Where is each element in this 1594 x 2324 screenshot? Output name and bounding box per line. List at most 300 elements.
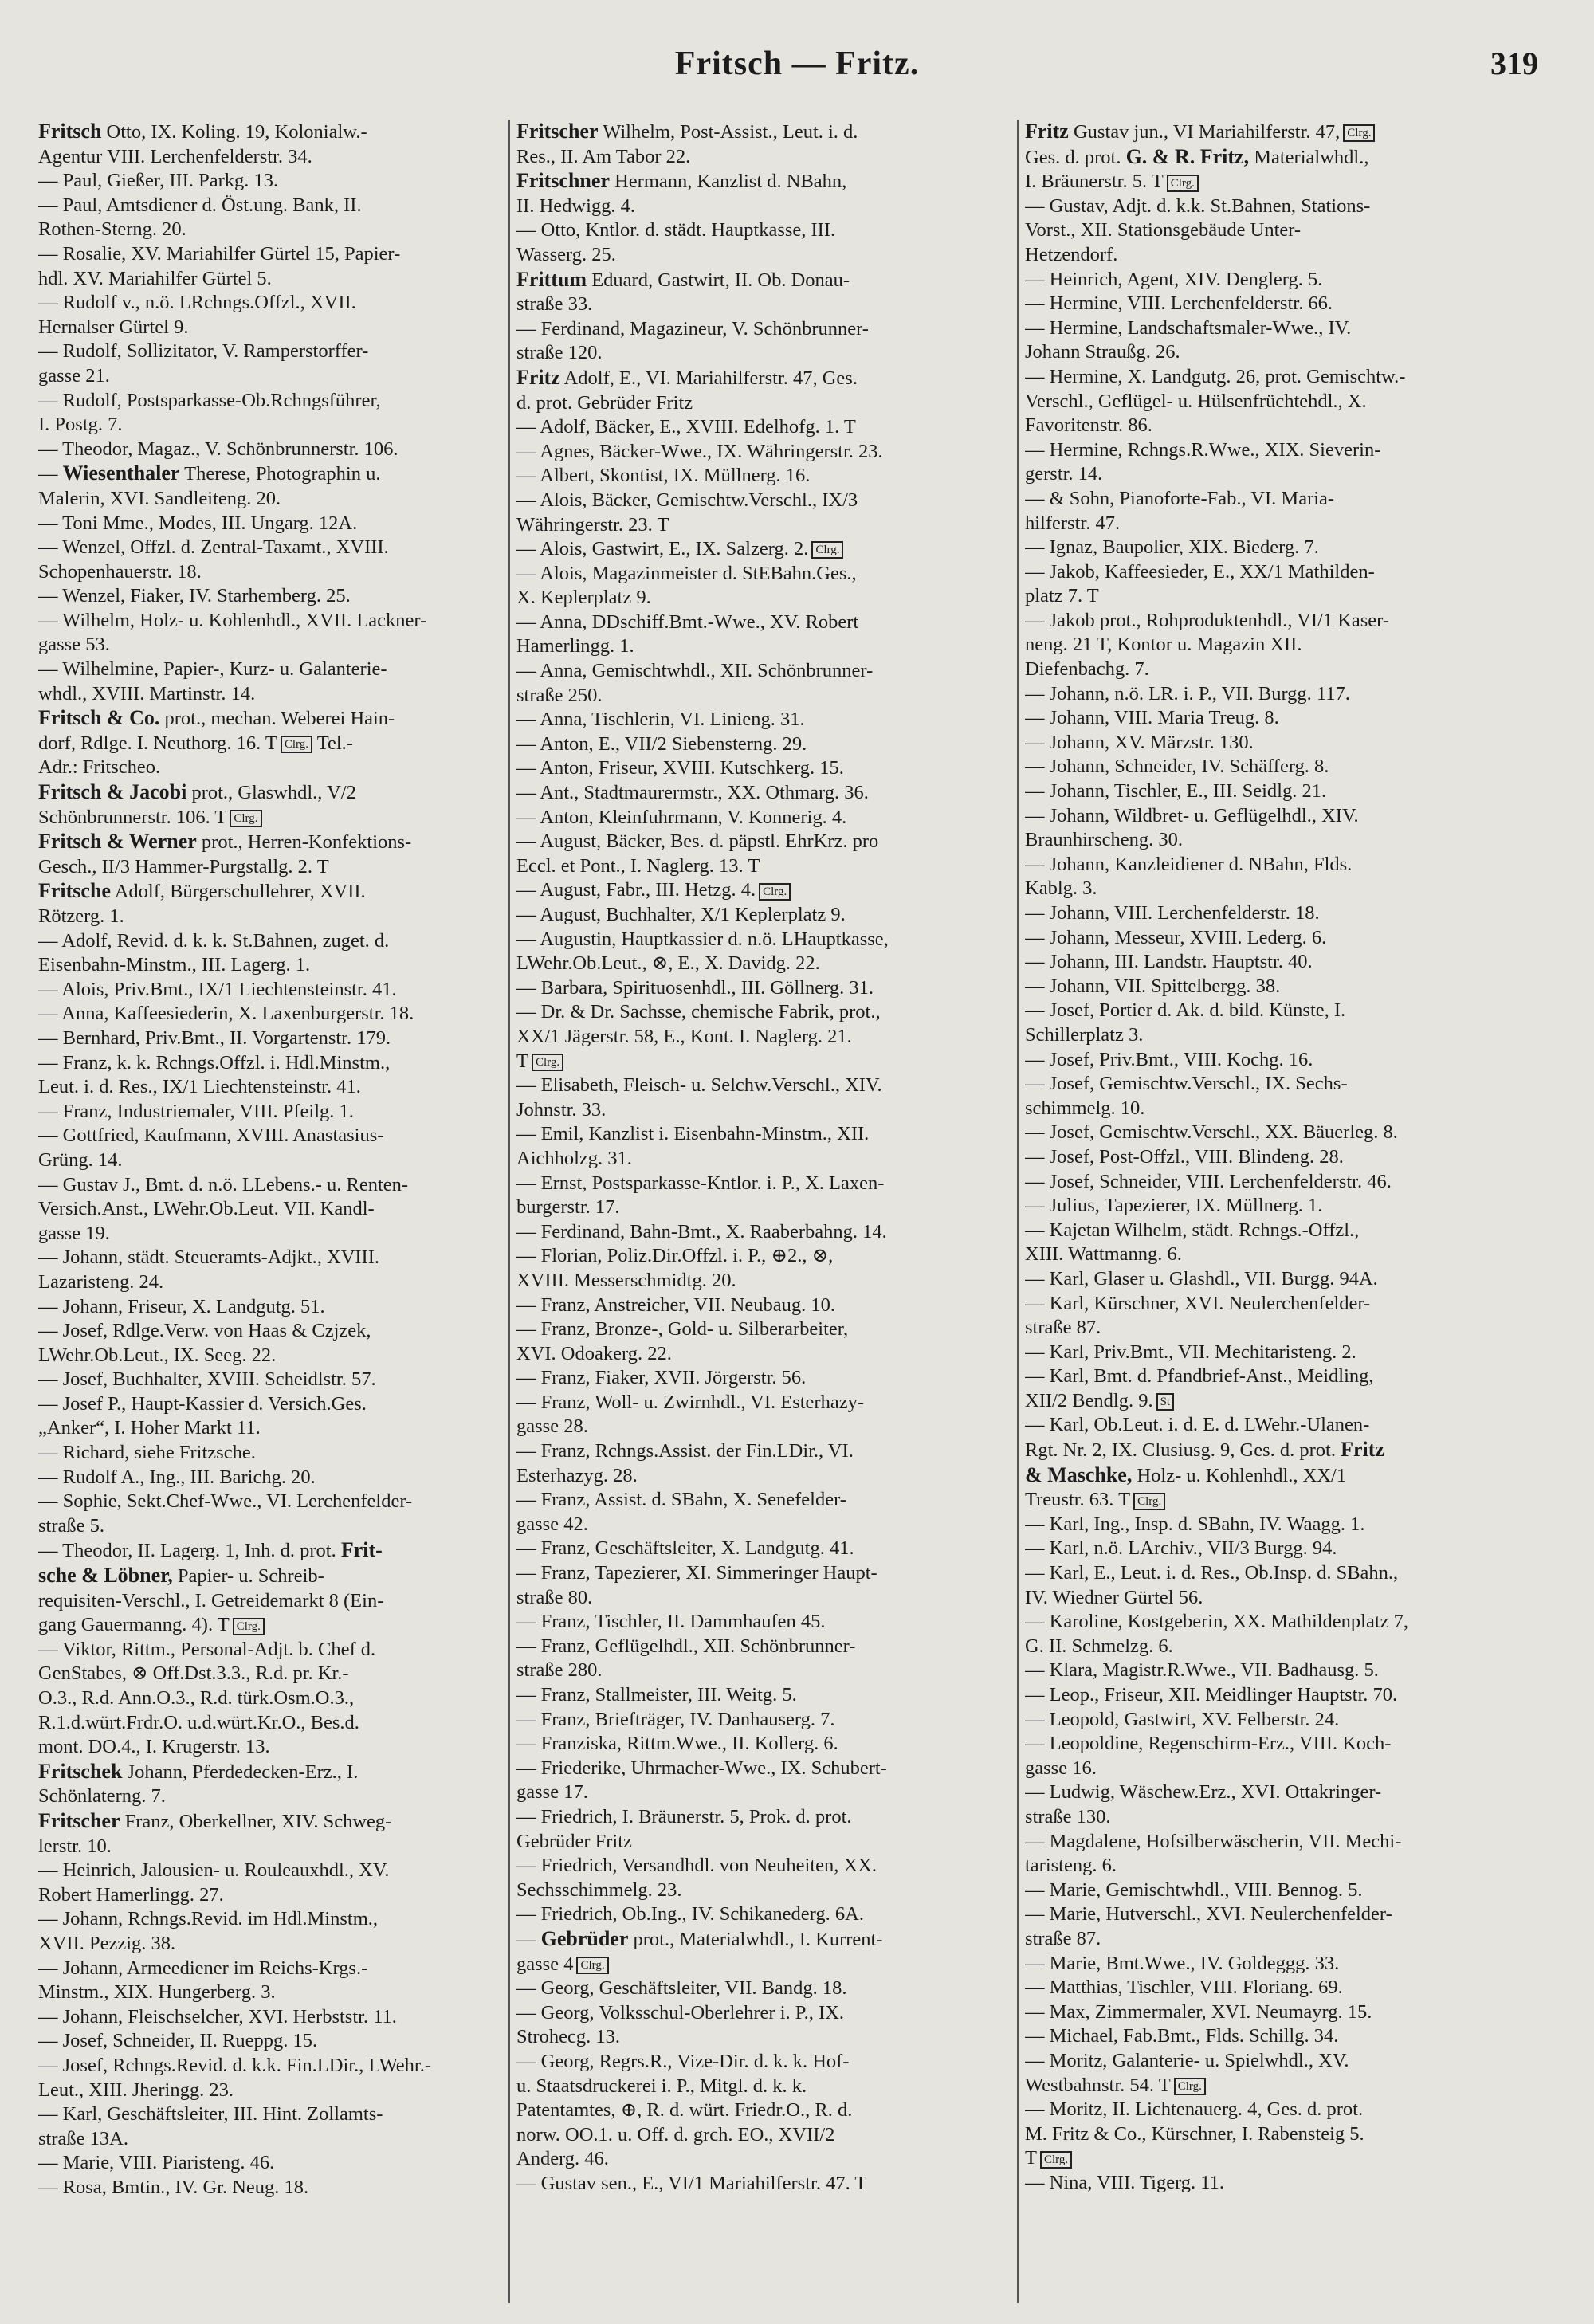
entry-text: — Rudolf, Sollizitator, V. Ramperstorffer-: [38, 340, 369, 363]
entry-text: — Marie, VIII. Piaristeng. 46.: [38, 2152, 275, 2174]
entry-text: — Georg, Regrs.R., Vize-Dir. d. k. k. Hof-: [516, 2050, 850, 2072]
entry-text: — Johann, Kanzleidiener d. NBahn, Flds.: [1025, 853, 1353, 875]
entry-text: Diefenbachg. 7.: [1025, 658, 1149, 681]
entry-text: — Karl, Priv.Bmt., VII. Mechitaristeng. 2.: [1025, 1341, 1356, 1363]
entry-text: Schönbrunnerstr. 106. T: [38, 806, 227, 828]
entry-text: Holz- u. Kohlenhdl., XX/1: [1132, 1464, 1347, 1486]
entry-text: prot., Herren-Konfektions-: [196, 831, 412, 854]
directory-entry-line: [516, 854, 1011, 879]
entry-text: — Viktor, Rittm., Personal-Adjt. b. Chef d.: [38, 1638, 376, 1660]
entry-text: Rötzerg. 1.: [38, 905, 124, 927]
entry-text: I. Bräunerstr. 5. T: [1025, 171, 1164, 193]
directory-entry-line: [516, 928, 1011, 952]
directory-entry-line: [38, 1197, 505, 1222]
entry-text: — Friedrich, I. Bräunerstr. 5, Prok. d. prot.: [516, 1805, 852, 1827]
directory-entry-line: [38, 756, 505, 780]
directory-entry-line: [38, 2127, 505, 2152]
entry-text: — Josef, Gemischtw.Verschl., IX. Sechs-: [1025, 1073, 1348, 1095]
directory-entry-line: [1025, 1438, 1567, 1463]
entry-text: — Jakob prot., Rohproduktenhdl., VI/1 Kaser-: [1025, 609, 1390, 631]
entry-text: — Theodor, Magaz., V. Schönbrunnerstr. 106.: [38, 438, 398, 460]
directory-entry-line: [1025, 1757, 1567, 1781]
directory-entry-line: [38, 929, 505, 954]
directory-entry-line: [516, 1635, 1011, 1659]
directory-entry-line: [38, 1589, 505, 1614]
entry-text: — Wenzel, Offzl. d. Zentral-Taxamt., XVIII.: [38, 536, 389, 559]
directory-entry-line: [516, 1122, 1011, 1147]
directory-entry-line: [1025, 2098, 1567, 2122]
entry-text: — Paul, Amtsdiener d. Öst.ung. Bank, II.: [38, 194, 362, 216]
directory-entry-line: [38, 855, 505, 880]
directory-entry-line: [1025, 218, 1567, 243]
directory-entry-line: [38, 1883, 505, 1908]
directory-entry-line: [1025, 438, 1567, 463]
entry-text: XX/1 Jägerstr. 58, E., Kont. I. Naglerg. 21.: [516, 1025, 852, 1047]
directory-entry-line: [38, 1784, 505, 1809]
entry-text: gasse 42.: [516, 1513, 588, 1535]
entry-text: straße 87.: [1025, 1317, 1101, 1339]
entry-text: — Max, Zimmermaler, XVI. Neumayrg. 15.: [1025, 2000, 1372, 2023]
entry-text: — Leopold, Gastwirt, XV. Felberstr. 24.: [1025, 1708, 1340, 1730]
page-header: [0, 45, 1594, 92]
entry-text: — Agnes, Bäcker-Wwe., IX. Währingerstr. 23.: [516, 440, 883, 462]
directory-entry-line: [38, 1466, 505, 1490]
clearing-badge: Clrg.: [1174, 2078, 1206, 2095]
entry-text: — Barbara, Spirituosenhdl., III. Göllnerg. 31.: [516, 976, 874, 999]
directory-entry-line: [516, 806, 1011, 830]
entry-text: Wilhelm, Post-Assist., Leut. i. d.: [598, 121, 858, 143]
entry-text: gasse 28.: [516, 1415, 588, 1438]
entry-text: — Marie, Hutverschl., XVI. Neulerchenfelder-: [1025, 1903, 1392, 1926]
directory-entry-line: [38, 1270, 505, 1295]
directory-entry-line: [516, 145, 1011, 170]
directory-entry-line: [38, 1441, 505, 1466]
directory-entry-line: [1025, 1145, 1567, 1170]
directory-entry-line: [1025, 682, 1567, 707]
directory-column-1: [38, 120, 505, 2200]
directory-entry-line: [38, 487, 505, 512]
directory-entry-line: [38, 438, 505, 462]
entry-text: d. prot. Gebrüder Fritz: [516, 391, 693, 414]
directory-entry-line: [516, 1025, 1011, 1050]
entry-text: — Augustin, Hauptkassier d. n.ö. LHauptkasse,: [516, 928, 889, 950]
directory-entry-line: [516, 659, 1011, 684]
entry-text: — Wilhelmine, Papier-, Kurz- u. Galanterie-: [38, 658, 387, 681]
clearing-badge: Clrg.: [1343, 124, 1375, 142]
entry-text: LWehr.Ob.Leut., ⊗, E., X. Davidg. 22.: [516, 952, 820, 975]
directory-entry-line: [38, 1835, 505, 1859]
entry-text: — Richard, siehe Fritzsche.: [38, 1442, 256, 1464]
directory-entry-line: [38, 2151, 505, 2176]
directory-entry-line: [1025, 1878, 1567, 1903]
entry-text: gasse 19.: [38, 1222, 110, 1244]
directory-entry-line: [38, 1907, 505, 1932]
entry-text: — Johann, Armeediener im Reichs-Krgs.-: [38, 1957, 368, 1979]
directory-entry-line: [516, 366, 1011, 391]
directory-entry-line: [38, 1957, 505, 1981]
entry-text: — Otto, Kntlor. d. städt. Hauptkasse, III.: [516, 219, 836, 241]
directory-entry-line: [516, 537, 1011, 562]
entry-text: — Karl, Kürschner, XVI. Neulerchenfelder-: [1025, 1292, 1371, 1314]
entry-text: — Elisabeth, Fleisch- u. Selchw.Verschl., XIV.: [516, 1074, 882, 1097]
entry-text: — Anton, Kleinfuhrmann, V. Konnerig. 4.: [516, 806, 847, 828]
clearing-badge: Clrg.: [233, 1618, 265, 1635]
directory-entry-line: [516, 440, 1011, 465]
entry-text: Adolf, Bürgerschullehrer, XVII.: [110, 881, 366, 903]
entry-surname-heading: Fritsch & Jacobi: [38, 780, 187, 804]
directory-entry-line: [516, 1269, 1011, 1294]
entry-text: prot., Glaswhdl., V/2: [186, 782, 356, 804]
directory-entry-line: [38, 560, 505, 585]
entry-text: Kablg. 3.: [1025, 877, 1097, 900]
entry-text: — Josef, Priv.Bmt., VIII. Kochg. 16.: [1025, 1048, 1313, 1070]
clearing-badge: Clrg.: [532, 1054, 563, 1071]
clearing-badge: Clrg.: [230, 810, 261, 827]
entry-text: Braunhirscheng. 30.: [1025, 829, 1183, 851]
entry-text: — Franz, k. k. Rchngs.Offzl. i. Hdl.Minstm.,: [38, 1051, 391, 1074]
entry-text: Lazaristeng. 24.: [38, 1270, 164, 1293]
directory-entry-line: [516, 341, 1011, 366]
entry-text: — Franz, Fiaker, XVII. Jörgerstr. 56.: [516, 1367, 807, 1389]
directory-entry-line: [516, 976, 1011, 1001]
entry-text: Anderg. 46.: [516, 2148, 609, 2170]
directory-entry-line: [516, 1244, 1011, 1269]
entry-text: Hetzendorf.: [1025, 243, 1118, 265]
directory-entry-line: [516, 268, 1011, 293]
entry-text: — Franz, Bronze-, Gold- u. Silberarbeiter,: [516, 1318, 849, 1341]
directory-entry-line: [516, 1172, 1011, 1196]
directory-entry-line: [38, 584, 505, 609]
directory-entry-line: [1025, 1561, 1567, 1586]
entry-text: gasse 17.: [516, 1781, 588, 1804]
directory-entry-line: [1025, 2000, 1567, 2025]
entry-text: — Ludwig, Wäschew.Erz., XVI. Ottakringer-: [1025, 1781, 1382, 1804]
entry-text: — Franziska, Rittm.Wwe., II. Kollerg. 6.: [516, 1733, 838, 1755]
directory-entry-line: [38, 2102, 505, 2127]
entry-text: Schillerplatz 3.: [1025, 1023, 1144, 1046]
directory-column-2: [516, 120, 1011, 2196]
entry-text: — Leop., Friseur, XII. Meidlinger Hauptstr. 70.: [1025, 1684, 1398, 1706]
directory-entry-line: [1025, 1170, 1567, 1195]
directory-entry-line: [38, 1514, 505, 1539]
entry-text: — Alois, Magazinmeister d. StEBahn.Ges.,: [516, 562, 857, 584]
directory-entry-line: [1025, 950, 1567, 975]
directory-entry-line: [38, 1002, 505, 1027]
directory-entry-line: [516, 243, 1011, 268]
directory-entry-line: [516, 169, 1011, 194]
entry-text: — Georg, Volksschul-Oberlehrer i. P., IX.: [516, 2001, 845, 2024]
entry-text: schimmelg. 10.: [1025, 1097, 1145, 1119]
directory-entry-line: [1025, 731, 1567, 756]
entry-text: — Johann, Rchngs.Revid. im Hdl.Minstm.,: [38, 1908, 379, 1930]
directory-entry-line: [1025, 609, 1567, 634]
entry-text: taristeng. 6.: [1025, 1855, 1117, 1877]
entry-surname-heading: sche & Löbner,: [38, 1564, 173, 1588]
entry-text: — Karl, Bmt. d. Pfandbrief-Anst., Meidling,: [1025, 1365, 1374, 1388]
entry-text: Westbahnstr. 54. T: [1025, 2074, 1171, 2096]
entry-text: Ges. d. prot.: [1025, 146, 1126, 168]
directory-entry-line: [516, 634, 1011, 659]
entry-text: — Rudolf A., Ing., III. Barichg. 20.: [38, 1466, 316, 1488]
entry-text: — Friedrich, Versandhdl. von Neuheiten, XX.: [516, 1855, 877, 1877]
directory-entry-line: [1025, 2171, 1567, 2196]
directory-entry-line: [38, 1490, 505, 1514]
directory-entry-line: [516, 120, 1011, 145]
directory-entry-line: [1025, 2024, 1567, 2049]
directory-entry-line: [38, 413, 505, 438]
directory-entry-line: [516, 1805, 1011, 1830]
entry-text: — Franz, Stallmeister, III. Weitg. 5.: [516, 1684, 797, 1706]
entry-text: — Adolf, Revid. d. k. k. St.Bahnen, zuget. d.: [38, 929, 390, 952]
directory-entry-line: [516, 292, 1011, 317]
entry-text: Gesch., II/3 Hammer-Purgstallg. 2. T: [38, 855, 329, 877]
entry-text: burgerstr. 17.: [516, 1196, 620, 1219]
directory-entry-line: [1025, 828, 1567, 853]
directory-entry-line: [516, 732, 1011, 757]
entry-text: Gebrüder Fritz: [516, 1830, 632, 1852]
entry-text: — Bernhard, Priv.Bmt., II. Vorgartenstr. 179.: [38, 1027, 391, 1049]
entry-text: — Alois, Gastwirt, E., IX. Salzerg. 2.: [516, 538, 809, 560]
entry-text: — Franz, Assist. d. SBahn, X. Senefelder-: [516, 1489, 846, 1511]
directory-entry-line: [1025, 1708, 1567, 1733]
directory-entry-line: [38, 1173, 505, 1198]
entry-text: — Ant., Stadtmaurermstr., XX. Othmarg. 36.: [516, 782, 869, 804]
entry-text: — Johann, Schneider, IV. Schäfferg. 8.: [1025, 756, 1329, 778]
entry-text: — Gustav sen., E., VI/1 Mariahilferstr. 47. T: [516, 2172, 867, 2194]
entry-text: — Wilhelm, Holz- u. Kohlenhdl., XVII. Lackner-: [38, 609, 427, 631]
directory-entry-line: [516, 464, 1011, 489]
directory-entry-line: [38, 1416, 505, 1441]
entry-text: Agentur VIII. Lerchenfelderstr. 34.: [38, 145, 312, 167]
entry-firm-name: Gebrüder: [540, 1926, 629, 1950]
directory-entry-line: [1025, 853, 1567, 877]
entry-text: gasse 4: [516, 1953, 574, 1975]
entry-text: — Karl, E., Leut. i. d. Res., Ob.Insp. d. SBahn.,: [1025, 1562, 1399, 1584]
directory-entry-line: [516, 2098, 1011, 2123]
entry-text: II. Hedwigg. 4.: [516, 194, 636, 217]
entry-text: — Klara, Magistr.R.Wwe., VII. Badhausg. 5.: [1025, 1659, 1379, 1682]
entry-text: Johnstr. 33.: [516, 1098, 607, 1121]
directory-entry-line: [1025, 901, 1567, 926]
directory-entry-line: [38, 1859, 505, 1883]
entry-text: — Hermine, Rchngs.R.Wwe., XIX. Sieverin-: [1025, 438, 1381, 461]
directory-entry-line: [38, 978, 505, 1003]
directory-entry-line: [38, 1638, 505, 1663]
directory-entry-line: [1025, 1219, 1567, 1243]
directory-entry-line: [516, 1977, 1011, 2001]
entry-firm-name: Fritz: [1341, 1438, 1384, 1462]
directory-entry-line: [38, 1662, 505, 1686]
directory-entry-line: [516, 1366, 1011, 1391]
directory-entry-line: [38, 1981, 505, 2005]
directory-entry-line: [516, 218, 1011, 243]
entry-text: — Emil, Kanzlist i. Eisenbahn-Minstm., XII.: [516, 1123, 870, 1145]
directory-entry-line: [516, 1830, 1011, 1855]
entry-text: Therese, Photographin u.: [179, 463, 381, 485]
clearing-badge: St: [1156, 1393, 1175, 1411]
entry-text: — Anna, DDschiff.Bmt.-Wwe., XV. Robert: [516, 610, 859, 633]
entry-text: straße 120.: [516, 342, 603, 364]
entry-text: — Johann, Wildbret- u. Geflügelhdl., XIV.: [1025, 804, 1359, 826]
entry-text: Hamerlingg. 1.: [516, 635, 634, 658]
directory-entry-line: [1025, 2146, 1567, 2171]
directory-entry-line: [1025, 1267, 1567, 1292]
directory-entry-line: [38, 905, 505, 929]
directory-entry-line: [38, 1368, 505, 1392]
directory-entry-line: [516, 1000, 1011, 1025]
entry-text: — Franz, Woll- u. Zwirnhdl., VI. Esterhazy-: [516, 1391, 864, 1413]
directory-entry-line: [516, 1854, 1011, 1878]
directory-entry-line: [1025, 512, 1567, 536]
entry-text: Johann, Pferdedecken-Erz., I.: [122, 1761, 359, 1783]
directory-entry-line: [1025, 1463, 1567, 1489]
entry-text: X. Keplerplatz 9.: [516, 587, 651, 609]
entry-text: — Adolf, Bäcker, E., XVIII. Edelhofg. 1. T: [516, 416, 856, 438]
directory-entry-line: [1025, 1023, 1567, 1048]
directory-entry-line: [516, 1147, 1011, 1172]
entry-surname-heading: Fritschek: [38, 1759, 123, 1783]
directory-entry-line: [516, 2172, 1011, 2196]
directory-entry-line: [1025, 1952, 1567, 1977]
directory-entry-line: [38, 536, 505, 560]
entry-text: — Anton, E., VII/2 Siebensterng. 29.: [516, 732, 807, 755]
directory-entry-line: [516, 415, 1011, 440]
entry-text: — & Sohn, Pianoforte-Fab., VI. Maria-: [1025, 487, 1335, 509]
entry-text: — August, Fabr., III. Hetzg. 4.: [516, 879, 756, 901]
directory-entry-line: [1025, 1097, 1567, 1121]
entry-text: — Karl, Ob.Leut. i. d. E. d. LWehr.-Ulanen-: [1025, 1414, 1370, 1436]
directory-entry-line: [38, 2005, 505, 2030]
directory-entry-line: [38, 1295, 505, 1320]
entry-text: — Ignaz, Baupolier, XIX. Biederg. 7.: [1025, 536, 1319, 559]
entry-text: gasse 53.: [38, 634, 110, 656]
clearing-badge: Clrg.: [1167, 175, 1199, 192]
entry-text: — Johann, Messeur, XVIII. Lederg. 6.: [1025, 926, 1327, 948]
directory-entry-line: [516, 1780, 1011, 1805]
directory-entry-line: [516, 586, 1011, 610]
entry-text: Eduard, Gastwirt, II. Ob. Donau-: [587, 269, 850, 291]
directory-entry-line: [1025, 999, 1567, 1023]
directory-entry-line: [516, 1683, 1011, 1708]
directory-entry-line: [38, 120, 505, 145]
entry-text: — Friedrich, Ob.Ing., IV. Schikanederg. 6A.: [516, 1903, 864, 1926]
entry-text: — Franz, Rchngs.Assist. der Fin.LDir., VI.: [516, 1440, 854, 1462]
entry-text: Robert Hamerlingg. 27.: [38, 1883, 224, 1906]
entry-text: — Hermine, Landschaftsmaler-Wwe., IV.: [1025, 316, 1352, 339]
directory-entry-line: [1025, 194, 1567, 219]
entry-text: — Josef, Rchngs.Revid. d. k.k. Fin.LDir., LWehr.-: [38, 2054, 431, 2076]
entry-text: — Johann, Tischler, E., III. Seidlg. 21.: [1025, 780, 1327, 803]
directory-entry-line: [38, 2029, 505, 2054]
entry-text: — Johann, VIII. Lerchenfelderstr. 18.: [1025, 902, 1320, 924]
directory-entry-line: [516, 1610, 1011, 1635]
clearing-badge: Clrg.: [759, 883, 791, 901]
directory-entry-line: [1025, 1805, 1567, 1830]
directory-entry-line: [516, 1050, 1011, 1074]
directory-entry-line: [516, 1391, 1011, 1415]
directory-entry-line: [516, 489, 1011, 513]
directory-entry-line: [516, 1586, 1011, 1611]
directory-entry-line: [516, 1757, 1011, 1781]
entry-text: — Michael, Fab.Bmt., Flds. Schillg. 34.: [1025, 2025, 1339, 2047]
directory-entry-line: [38, 1222, 505, 1246]
directory-entry-line: [38, 682, 505, 707]
entry-text: — August, Bäcker, Bes. d. päpstl. EhrKrz. pro: [516, 830, 879, 853]
entry-text: — Rosalie, XV. Mariahilfer Gürtel 15, Papier-: [38, 242, 401, 265]
directory-entry-line: [1025, 1902, 1567, 1927]
directory-entry-line: [516, 513, 1011, 538]
directory-entry-line: [1025, 414, 1567, 438]
entry-text: — Johann, städt. Steueramts-Adjkt., XVIII.: [38, 1246, 379, 1269]
entry-text: — Jakob, Kaffeesieder, E., XX/1 Mathilden-: [1025, 560, 1375, 583]
directory-entry-line: [38, 1344, 505, 1368]
entry-text: — Franz, Anstreicher, VII. Neubaug. 10.: [516, 1294, 835, 1316]
directory-entry-line: [1025, 1048, 1567, 1073]
entry-text: XVII. Pezzig. 38.: [38, 1932, 176, 1954]
directory-entry-line: [516, 1342, 1011, 1367]
directory-entry-line: [516, 1732, 1011, 1757]
directory-entry-line: [516, 878, 1011, 903]
entry-surname-heading: Fritsch: [38, 120, 102, 143]
directory-entry-line: [38, 1711, 505, 1736]
directory-entry-line: [1025, 755, 1567, 779]
directory-entry-line: [516, 1220, 1011, 1245]
entry-text: — Rudolf v., n.ö. LRchngs.Offzl., XVII.: [38, 292, 356, 314]
directory-entry-line: [1025, 584, 1567, 609]
entry-text: Treustr. 63. T: [1025, 1489, 1131, 1511]
directory-entry-line: [1025, 1854, 1567, 1878]
directory-entry-line: [516, 830, 1011, 854]
entry-text: Otto, IX. Koling. 19, Kolonialw.-: [101, 121, 367, 143]
entry-text: „Anker“, I. Hoher Markt 11.: [38, 1417, 261, 1439]
directory-entry-line: [1025, 1732, 1567, 1757]
entry-text: Rothen-Sterng. 20.: [38, 218, 186, 241]
clearing-badge: Clrg.: [576, 1957, 608, 1974]
entry-text: — Johann, XV. Märzstr. 130.: [1025, 731, 1254, 753]
directory-entry-line: [516, 2075, 1011, 2099]
entry-text: — Anna, Kaffeesiederin, X. Laxenburgerstr. 18.: [38, 1003, 414, 1025]
directory-entry-line: [516, 1439, 1011, 1464]
entry-text: — Josef, Schneider, VIII. Lerchenfelderstr. 46.: [1025, 1170, 1392, 1192]
entry-text: M. Fritz & Co., Kürschner, I. Rabensteig 5.: [1025, 2122, 1364, 2145]
entry-text: — Josef, Post-Offzl., VIII. Blindeng. 28.: [1025, 1145, 1344, 1168]
directory-entry-line: [38, 2079, 505, 2103]
entry-text: T: [516, 1050, 528, 1072]
entry-text: — Karl, Ing., Insp. d. SBahn, IV. Waagg. 1.: [1025, 1513, 1365, 1535]
directory-entry-line: [38, 1735, 505, 1760]
entry-text: — Karl, n.ö. LArchiv., VII/3 Burgg. 94.: [1025, 1537, 1337, 1560]
entry-surname-heading: Fritsch & Co.: [38, 706, 160, 730]
entry-text: prot., mechan. Weberei Hain-: [159, 708, 395, 730]
entry-text: — Josef, Schneider, II. Rueppg. 15.: [38, 2030, 318, 2052]
directory-entry-line: [1025, 1121, 1567, 1145]
directory-entry-line: [1025, 1683, 1567, 1708]
page-title: Fritsch — Fritz.: [674, 45, 920, 82]
entry-text: Franz, Oberkellner, XIV. Schweg-: [120, 1810, 392, 1832]
directory-entry-line: [1025, 120, 1567, 145]
entry-text: — Hermine, X. Landgutg. 26, prot. Gemischtw.-: [1025, 365, 1406, 387]
directory-entry-line: [516, 903, 1011, 928]
directory-entry-line: [1025, 1537, 1567, 1561]
entry-text: XIII. Wattmanng. 6.: [1025, 1243, 1182, 1266]
directory-entry-line: [516, 317, 1011, 342]
entry-text: — Karoline, Kostgeberin, XX. Mathildenplatz 7,: [1025, 1611, 1409, 1633]
entry-text: Johann Straußg. 26.: [1025, 341, 1180, 363]
entry-text: — Franz, Geschäftsleiter, X. Landgutg. 41.: [516, 1537, 854, 1560]
entry-text: — Dr. & Dr. Sachsse, chemische Fabrik, prot.,: [516, 1001, 881, 1023]
directory-entry-line: [1025, 2049, 1567, 2074]
directory-entry-line: [38, 830, 505, 855]
